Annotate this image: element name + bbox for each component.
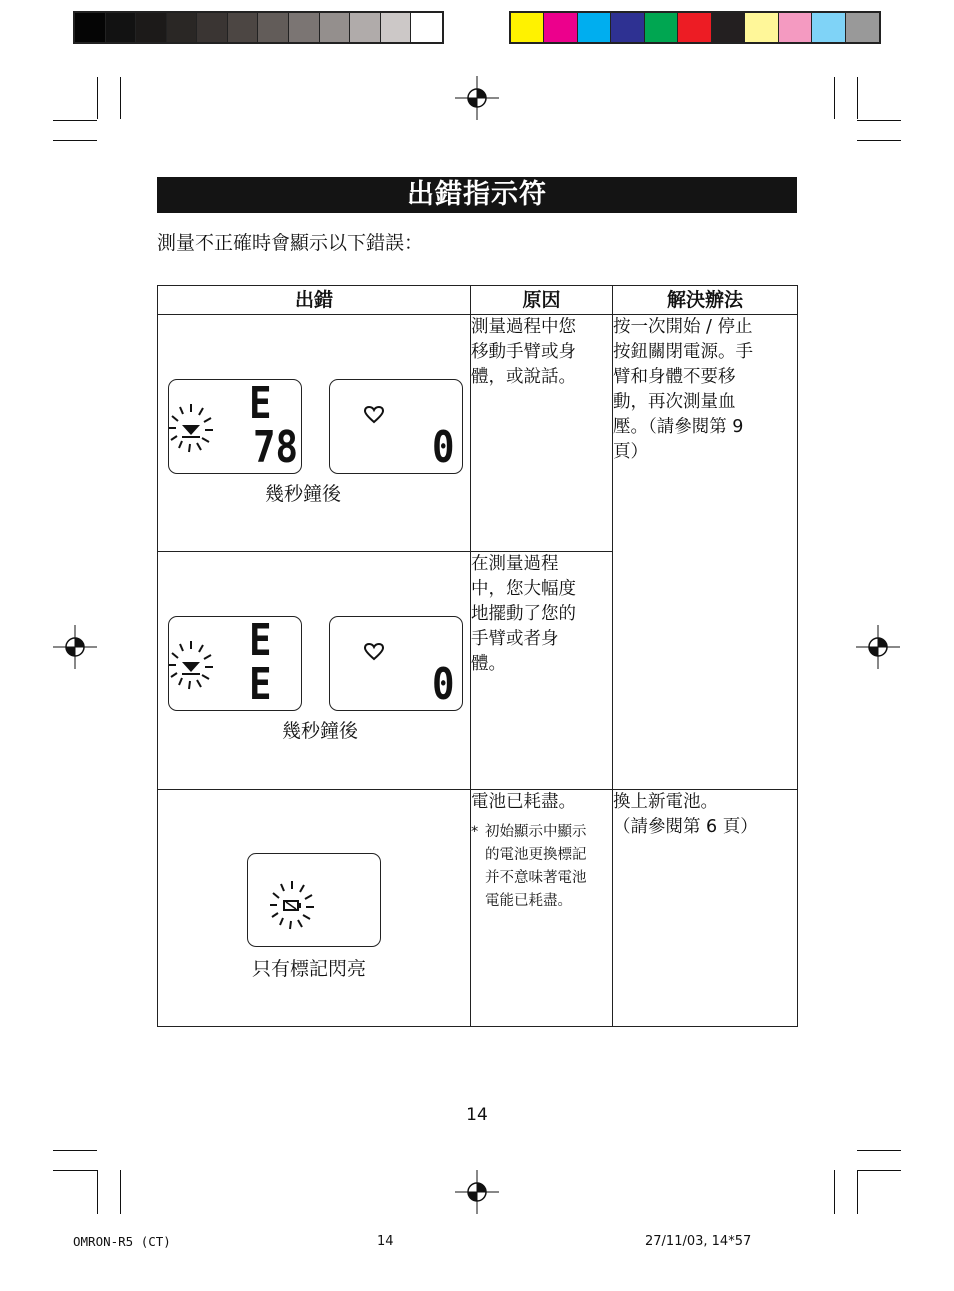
- color-calibration-bar: [509, 11, 881, 44]
- lcd-zero-reading: 0: [431, 422, 455, 473]
- lcd-zero-reading: 0: [431, 659, 455, 710]
- grey-swatch: [258, 13, 289, 42]
- lcd-display-left: [168, 616, 302, 711]
- heart-icon: [364, 406, 384, 424]
- header-solution: 解決辦法: [613, 286, 798, 315]
- grey-swatch: [320, 13, 351, 42]
- grey-swatch: [106, 13, 137, 42]
- lcd-display-battery: [247, 853, 381, 947]
- lcd-error-number: 78: [252, 422, 299, 473]
- grey-swatch: [75, 13, 106, 42]
- grey-swatch: [381, 13, 412, 42]
- cause-line: 地擺動了您的: [471, 604, 576, 624]
- solution-cell: [613, 315, 798, 790]
- color-swatch: [712, 13, 745, 42]
- footer-left: OMRON-R5 (CT): [73, 1234, 171, 1249]
- page-number: 14: [466, 1105, 488, 1125]
- error-table: [157, 285, 798, 1027]
- color-swatch: [511, 13, 544, 42]
- cause-line: 電池已耗盡。: [471, 792, 576, 812]
- solution-line: （請參閱第 6 頁）: [613, 817, 758, 837]
- solution-line: 動，再次測量血: [613, 392, 736, 412]
- color-swatch: [779, 13, 812, 42]
- display-caption: 只有標記閃亮: [252, 958, 367, 980]
- lcd-error-code: E: [248, 378, 272, 429]
- display-caption: 幾秒鐘後: [282, 720, 359, 742]
- cause-line: 移動手臂或身: [471, 342, 576, 362]
- solution-line: 壓。（請參閱第 9: [613, 417, 744, 437]
- section-title: 出錯指示符: [157, 177, 797, 213]
- solution-cell: [613, 790, 798, 1027]
- solution-line: 按鈕關閉電源。手: [613, 342, 753, 362]
- battery-flashing-icon: [264, 877, 320, 933]
- error-display-cell: [158, 790, 471, 1027]
- footnote-line: 的電池更換標記: [485, 847, 587, 863]
- grey-swatch: [228, 13, 259, 42]
- grey-swatch: [411, 13, 442, 42]
- error-display-cell: [158, 552, 471, 790]
- grey-scale-bar: [73, 11, 444, 44]
- color-swatch: [544, 13, 577, 42]
- cause-line: 中，您大幅度: [471, 579, 576, 599]
- registration-mark-icon: [455, 76, 499, 120]
- footnote-marker: *: [471, 824, 479, 840]
- table-row: [158, 790, 798, 1027]
- color-swatch: [645, 13, 678, 42]
- footnote-line: 電能已耗盡。: [485, 893, 572, 909]
- color-swatch: [678, 13, 711, 42]
- header-cause: 原因: [471, 286, 613, 315]
- heart-icon: [364, 643, 384, 661]
- flashing-arrow-icon: [163, 637, 219, 693]
- lcd-error-code: E: [248, 615, 272, 666]
- grey-swatch: [350, 13, 381, 42]
- grey-swatch: [197, 13, 228, 42]
- color-swatch: [812, 13, 845, 42]
- grey-swatch: [289, 13, 320, 42]
- cause-line: 體，或說話。: [471, 367, 576, 387]
- cause-line: 體。: [471, 654, 506, 674]
- flashing-arrow-icon: [163, 400, 219, 456]
- grey-swatch: [136, 13, 167, 42]
- cause-line: 在測量過程: [471, 554, 559, 574]
- lcd-display-left: [168, 379, 302, 474]
- cause-line: 測量過程中您: [471, 317, 576, 337]
- lcd-display-right: [329, 616, 463, 711]
- lcd-display-right: [329, 379, 463, 474]
- cause-line: 手臂或者身: [471, 629, 559, 649]
- registration-mark-icon: [856, 625, 900, 669]
- footnote-line: 并不意味著電池: [485, 870, 587, 886]
- solution-line: 頁）: [613, 442, 648, 462]
- registration-mark-icon: [53, 625, 97, 669]
- table-header-row: [158, 286, 798, 315]
- intro-text: 測量不正確時會顯示以下錯誤：: [157, 232, 424, 254]
- solution-line: 換上新電池。: [613, 792, 718, 812]
- table-row: [158, 315, 798, 552]
- grey-swatch: [167, 13, 198, 42]
- color-swatch: [578, 13, 611, 42]
- cause-cell: [471, 315, 613, 552]
- color-swatch: [745, 13, 778, 42]
- footnote: [471, 821, 612, 913]
- color-swatch: [846, 13, 879, 42]
- color-swatch: [611, 13, 644, 42]
- footnote-line: 初始顯示中顯示: [485, 824, 587, 840]
- cause-cell: [471, 790, 613, 1027]
- error-display-cell: [158, 315, 471, 552]
- footer-center: 14: [377, 1234, 394, 1249]
- solution-line: 按一次開始 / 停止: [613, 317, 753, 337]
- lcd-error-code-lower: E: [248, 659, 272, 710]
- solution-line: 臂和身體不要移: [613, 367, 736, 387]
- registration-mark-icon: [455, 1170, 499, 1214]
- display-caption: 幾秒鐘後: [265, 483, 342, 505]
- header-error: 出錯: [158, 286, 471, 315]
- cause-cell: [471, 552, 613, 790]
- footer-right: 27/11/03, 14*57: [645, 1234, 752, 1249]
